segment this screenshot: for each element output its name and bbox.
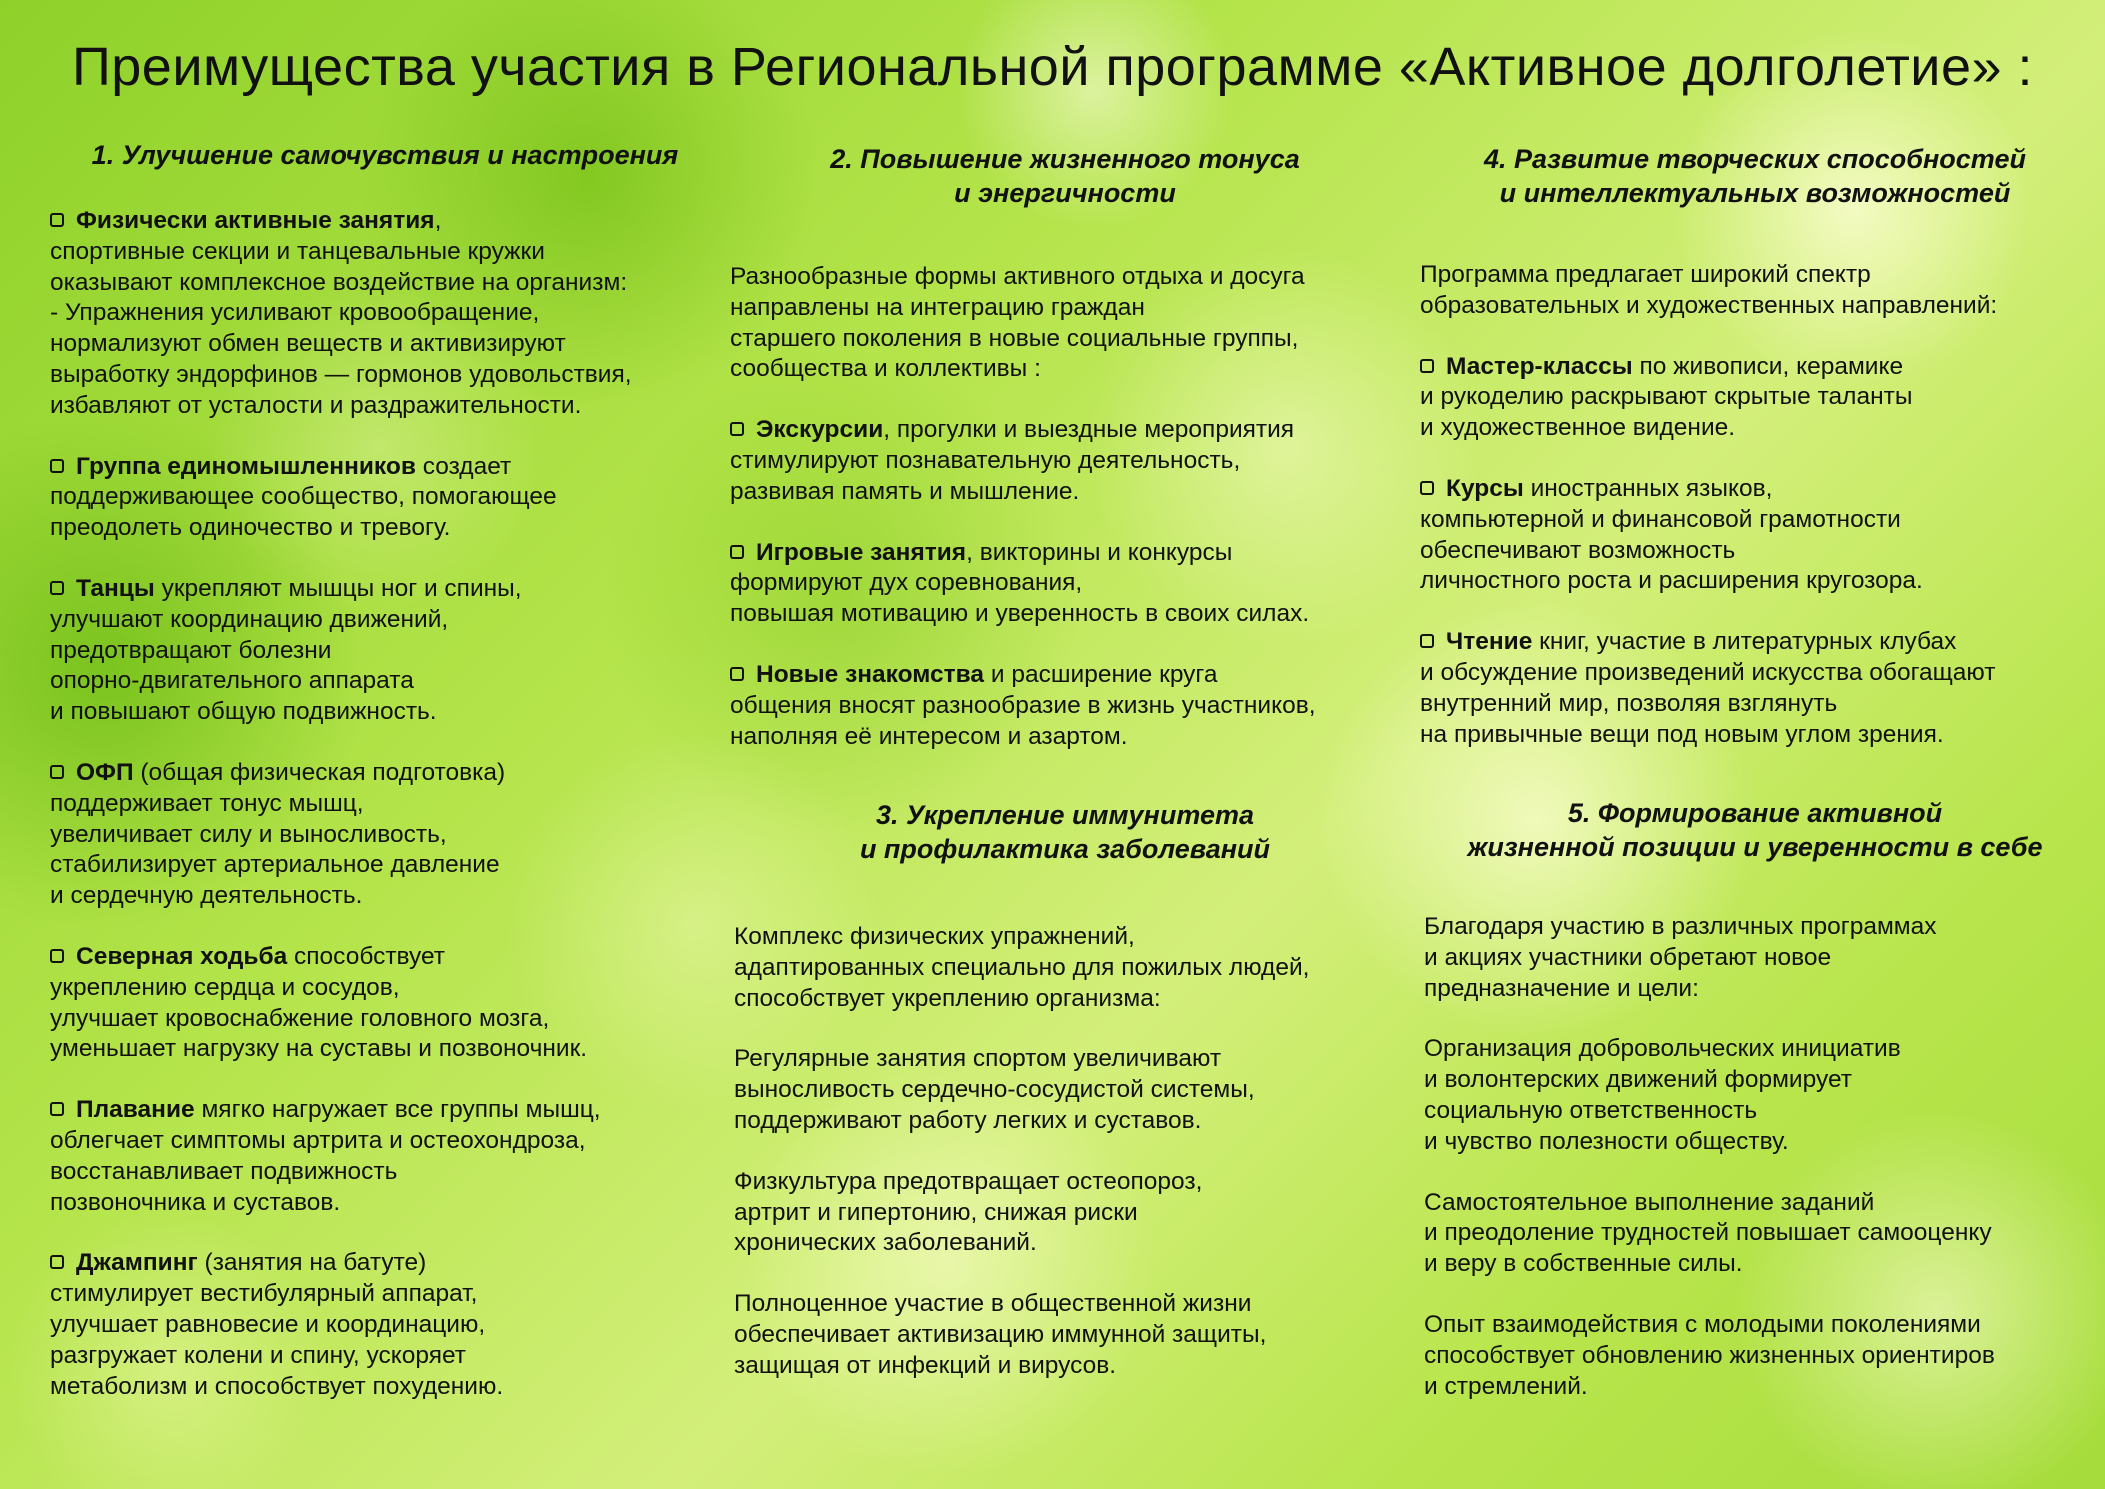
checkbox-bullet-icon — [1420, 481, 1434, 495]
list-item: Игровые занятия, викторины и конкурсы формируют дух соревнования, повышая мотивацию и уверенность в своих силах. — [730, 538, 1310, 628]
list-item: ОФП (общая физическая подготовка) поддерживает тонус мышц, увеличивает силу и выносливость, стабилизирует артериальное давление и сердечную деятельность. — [50, 758, 506, 910]
section-intro: Программа предлагает широкий спектр образовательных и художественных направлений: — [1420, 261, 1998, 319]
list-item: Новые знакомства и расширение круга общения вносят разнообразие в жизнь участников, наполняя её интересом и азартом. — [730, 660, 1316, 750]
checkbox-bullet-icon — [50, 459, 64, 473]
paragraph: Организация добровольческих инициатив и волонтерских движений формирует социальную ответственность и чувство полезности обществу. — [1424, 1035, 1901, 1155]
checkbox-bullet-icon — [50, 949, 64, 963]
section-heading: 1. Улучшение самочувствия и настроения — [91, 140, 679, 170]
list-item: Северная ходьба способствует укреплению сердца и сосудов, улучшает кровоснабжение головного мозга, уменьшает нагрузку на суставы и позвоночник. — [50, 942, 588, 1063]
checkbox-bullet-icon — [1420, 359, 1434, 373]
list-item: Курсы иностранных языков, компьютерной и финансовой грамотности обеспечивают возможность личностного роста и расширения кругозора. — [1420, 474, 1923, 595]
list-item: Группа единомышленников создает поддерживающее сообщество, помогающее преодолеть одиночество и тревогу. — [50, 452, 557, 542]
section-body — [730, 922, 1400, 1382]
section-heading: 3. Укрепление иммунитета и профилактика заболеваний — [859, 800, 1271, 864]
paragraph: Благодаря участию в различных программах и акциях участники обретают новое предназначение и цели: — [1424, 913, 1937, 1002]
section-vitality — [730, 142, 1400, 782]
list-item: Плавание мягко нагружает все группы мышц, облегчает симптомы артрита и остеохондроза, восстанавливает подвижность позвоночника и суставов. — [50, 1096, 601, 1216]
list-item: Танцы укрепляют мышцы ног и спины, улучшают координацию движений, предотвращают болезни опорно-двигательного аппарата и повышают общую подвижность. — [50, 574, 522, 726]
list-item: Экскурсии, прогулки и выездные мероприятия стимулируют познавательную деятельность, развивая память и мышление. — [730, 416, 1295, 505]
section-active-position — [1420, 796, 2090, 1432]
list-item: Джампинг (занятия на батуте) стимулирует вестибулярный аппарат, улучшает равновесие и координацию, разгружает колени и спину, ускоряет метаболизм и способствует похудению. — [50, 1249, 504, 1400]
section-creativity — [1420, 142, 2090, 780]
paragraph: Физкультура предотвращает остеопороз, артрит и гипертонию, снижая риски хронических заболеваний. — [734, 1167, 1203, 1257]
section-intro: Разнообразные формы активного отдыха и досуга направлены на интеграцию граждан старшего поколения в новые социальные группы, сообщества и коллективы : — [730, 263, 1305, 383]
checkbox-bullet-icon — [1420, 634, 1434, 648]
section-body — [1420, 912, 2090, 1402]
section-immunity — [730, 798, 1400, 1412]
checkbox-bullet-icon — [730, 667, 744, 681]
checkbox-bullet-icon — [50, 1255, 64, 1269]
checkbox-bullet-icon — [50, 213, 64, 227]
section-body — [50, 206, 720, 1402]
checkbox-bullet-icon — [730, 422, 744, 436]
section-body — [1420, 260, 2090, 750]
section-wellbeing — [50, 138, 720, 1432]
section-body — [730, 262, 1400, 752]
paragraph: Полноценное участие в общественной жизни обеспечивает активизацию иммунной защиты, защищая от инфекций и вирусов. — [734, 1290, 1267, 1379]
checkbox-bullet-icon — [50, 1102, 64, 1116]
checkbox-bullet-icon — [730, 545, 744, 559]
section-heading: 2. Повышение жизненного тонуса и энергичности — [830, 144, 1300, 208]
checkbox-bullet-icon — [50, 765, 64, 779]
checkbox-bullet-icon — [50, 581, 64, 595]
paragraph: Регулярные занятия спортом увеличивают выносливость сердечно-сосудистой системы, поддерживают работу легких и суставов. — [734, 1045, 1255, 1134]
section-heading: 5. Формирование активной жизненной позиции и уверенности в себе — [1467, 798, 2043, 862]
paragraph: Самостоятельное выполнение заданий и преодоление трудностей повышает самооценку и веру в собственные силы. — [1424, 1188, 1992, 1278]
page-title: Преимущества участия в Региональной программе «Активное долголетие» : — [71, 37, 2034, 97]
paragraph: Комплекс физических упражнений, адаптированных специально для пожилых людей, способствует укреплению организма: — [734, 923, 1310, 1012]
list-item: Мастер-классы по живописи, керамике и рукоделию раскрывают скрытые таланты и художественное видение. — [1420, 352, 1913, 442]
paragraph: Опыт взаимодействия с молодыми поколениями способствует обновлению жизненных ориентиров и стремлений. — [1424, 1310, 1995, 1400]
section-heading: 4. Развитие творческих способностей и интеллектуальных возможностей — [1484, 144, 2026, 208]
list-item: Чтение книг, участие в литературных клубах и обсуждение произведений искусства обогащают внутренний мир, позволяя взглянуть на привычные вещи под новым углом зрения. — [1420, 628, 1996, 748]
list-item: Физически активные занятия, спортивные секции и танцевальные кружки оказывают комплексное воздействие на организм: - Упражнения усиливают кровообращение, нормализуют обмен веществ и активизируют выработку эндорфинов — гормонов удовольствия, избавляют от усталости и раздражительности. — [50, 207, 632, 419]
